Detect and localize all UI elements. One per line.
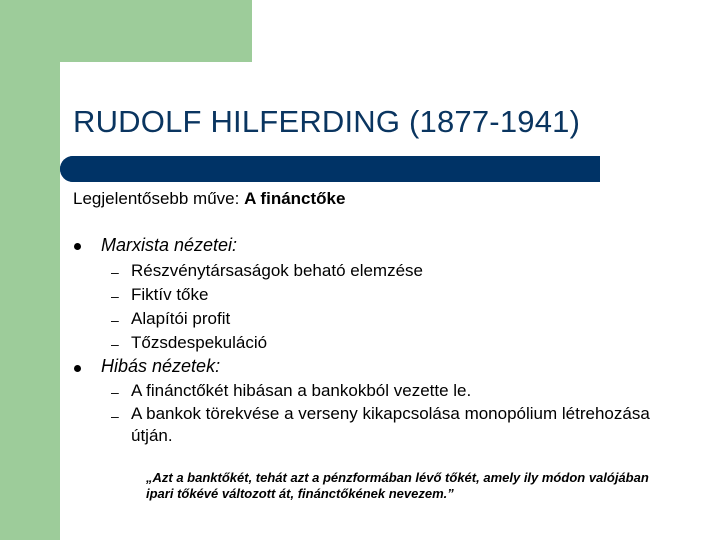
dash-icon: –: [111, 288, 119, 304]
section-label-marxist: Marxista nézetei:: [101, 235, 238, 255]
list-item: Részvénytársaságok beható elemzése: [131, 261, 423, 280]
subtitle-prefix: Legjelentősebb műve:: [73, 189, 245, 208]
list-item: A finánctőkét hibásan a bankokból vezette le.: [131, 381, 472, 400]
list-item: Fiktív tőke: [131, 285, 209, 304]
list-item: Alapítói profit: [131, 309, 231, 328]
dash-icon: –: [111, 264, 119, 280]
title-underline-bar: [60, 156, 600, 182]
dash-icon: –: [111, 384, 119, 400]
dash-icon: –: [111, 336, 119, 352]
dash-icon: –: [111, 408, 119, 424]
list-item: Tőzsdespekuláció: [131, 333, 268, 352]
section-label-errors: Hibás nézetek:: [101, 356, 221, 376]
bullet-icon: [74, 365, 81, 372]
slide-title: RUDOLF HILFERDING (1877-1941): [73, 104, 581, 139]
decorative-green-band-left: [0, 0, 60, 540]
bullet-icon: [74, 243, 81, 250]
subtitle: [73, 189, 345, 209]
quote: „Azt a banktőkét, tehát azt a pénzformában lévő tőkét, amely ily módon valójában ipari tőkévé változott át, finánctőkének nevezem.”: [146, 470, 649, 501]
decorative-green-band-top: [0, 0, 252, 62]
dash-icon: –: [111, 312, 119, 328]
subtitle-work: A finánctőke: [244, 189, 346, 208]
list-item: A bankok törekvése a verseny kikapcsolása monopólium létrehozása útján.: [131, 404, 650, 445]
